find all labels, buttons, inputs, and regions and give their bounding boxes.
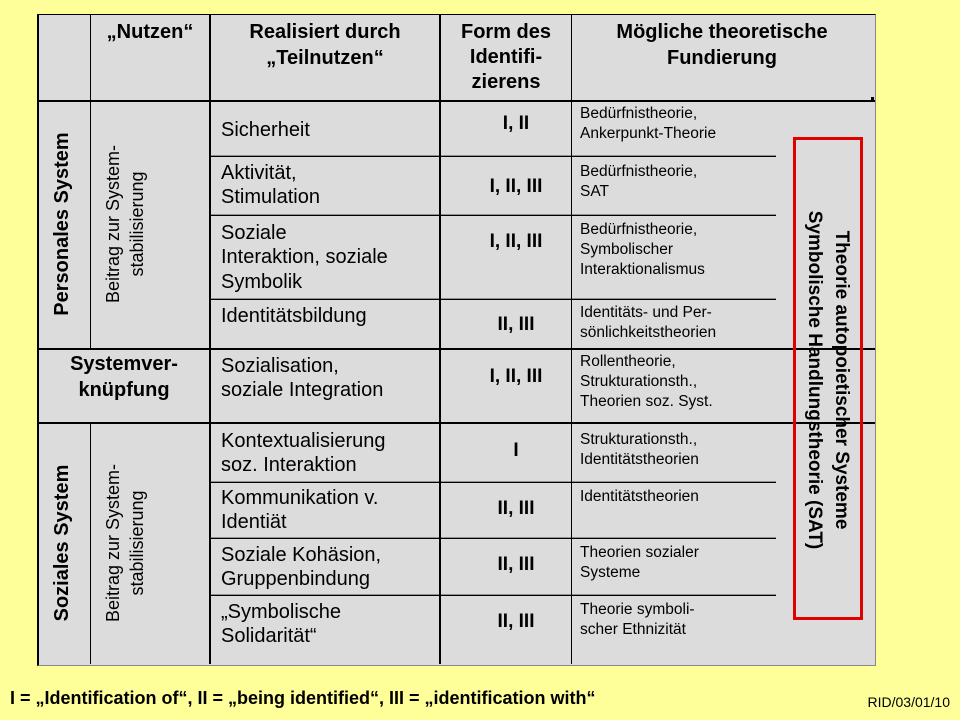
beitrag-line1: Beitrag zur System- <box>103 144 123 304</box>
footer-legend: I = „Identification of“, II = „being identified“, III = „identification with“ <box>10 688 596 708</box>
table-row-teilnutzen: Kommunikation v. Identiät <box>221 487 379 534</box>
table-row-teilnutzen: Identitätsbildung <box>221 305 367 327</box>
header-form-line1: Form des <box>460 21 552 43</box>
table-row-teilnutzen: „Symbolische Solidarität“ <box>221 601 342 648</box>
group-beitrag-sozial <box>101 443 149 643</box>
table-row-teilnutzen: Aktivität, Stimulation <box>221 162 320 209</box>
group-label-personales-system: Personales System <box>51 132 73 316</box>
header-theorie-line1: Mögliche theoretische <box>616 21 828 43</box>
stray-dot <box>871 97 874 100</box>
table-row-form: I <box>513 440 519 461</box>
header-realisiert-line2: „Teilnutzen“ <box>266 47 384 69</box>
table-row-form: I, II, III <box>489 231 543 252</box>
theory-red-box-text <box>801 140 855 620</box>
table-row-theorie: Theorie symboli- scher Ethnizität <box>580 601 695 639</box>
header-form-line3: zierens <box>471 71 541 93</box>
table-row-theorie: Identitäts- und Per- sönlichkeitstheorien <box>580 304 717 342</box>
group-label-systemverknuepfung <box>39 351 209 403</box>
header-theorie-line2: Fundierung <box>667 47 777 69</box>
verknuepfung-line2: knüpfung <box>78 379 170 401</box>
table-row-theorie: Rollentheorie, Strukturationsth., Theorien soz. Syst. <box>580 353 713 411</box>
beitrag-line2: stabilisierung <box>127 490 147 596</box>
table-row-theorie: Bedürfnistheorie, Symbolischer Interaktionalismus <box>580 221 705 279</box>
table-row-theorie: Theorien sozialer Systeme <box>580 544 699 582</box>
slide-reference: RID/03/01/10 <box>867 694 950 710</box>
table-row-teilnutzen: Sicherheit <box>221 119 310 141</box>
header-form-line2: Identifi- <box>469 46 543 68</box>
table-row-teilnutzen: Soziale Interaktion, soziale Symbolik <box>221 222 388 293</box>
table-row-theorie: Bedürfnistheorie, Ankerpunkt-Theorie <box>580 105 717 143</box>
group-label-soziales-system: Soziales System <box>51 464 73 622</box>
table-row-theorie: Identitätstheorien <box>580 488 699 505</box>
header-nutzen: „Nutzen“ <box>106 21 194 43</box>
table-row-teilnutzen: Kontextualisierung soz. Interaktion <box>221 430 386 477</box>
table-row-form: I, II, III <box>489 176 543 197</box>
table-row-form: II, III <box>497 611 535 632</box>
verknuepfung-line1: Systemver- <box>70 353 178 375</box>
table-panel <box>37 14 876 666</box>
header-realisiert-line1: Realisiert durch <box>249 21 401 43</box>
table-row-teilnutzen: Soziale Kohäsion, Gruppenbindung <box>221 544 382 591</box>
beitrag-line2: stabilisierung <box>127 171 147 277</box>
group-beitrag-personal <box>101 124 149 324</box>
table-row-theorie: Bedürfnistheorie, SAT <box>580 163 698 201</box>
table-row-form: II, III <box>497 314 535 335</box>
table-row-form: I, II, III <box>489 366 543 387</box>
red-box-line1: Theorie autopoietischer Systeme <box>831 230 852 530</box>
table-row-teilnutzen: Sozialisation, soziale Integration <box>221 355 384 402</box>
table-row-form: I, II <box>502 113 530 134</box>
table-row-form: II, III <box>497 498 535 519</box>
red-box-line2: Symbolische Handlungstheorie (SAT) <box>804 210 825 550</box>
table-row-theorie: Strukturationsth., Identitätstheorien <box>580 431 699 469</box>
beitrag-line1: Beitrag zur System- <box>103 463 123 623</box>
table-row-form: II, III <box>497 554 535 575</box>
